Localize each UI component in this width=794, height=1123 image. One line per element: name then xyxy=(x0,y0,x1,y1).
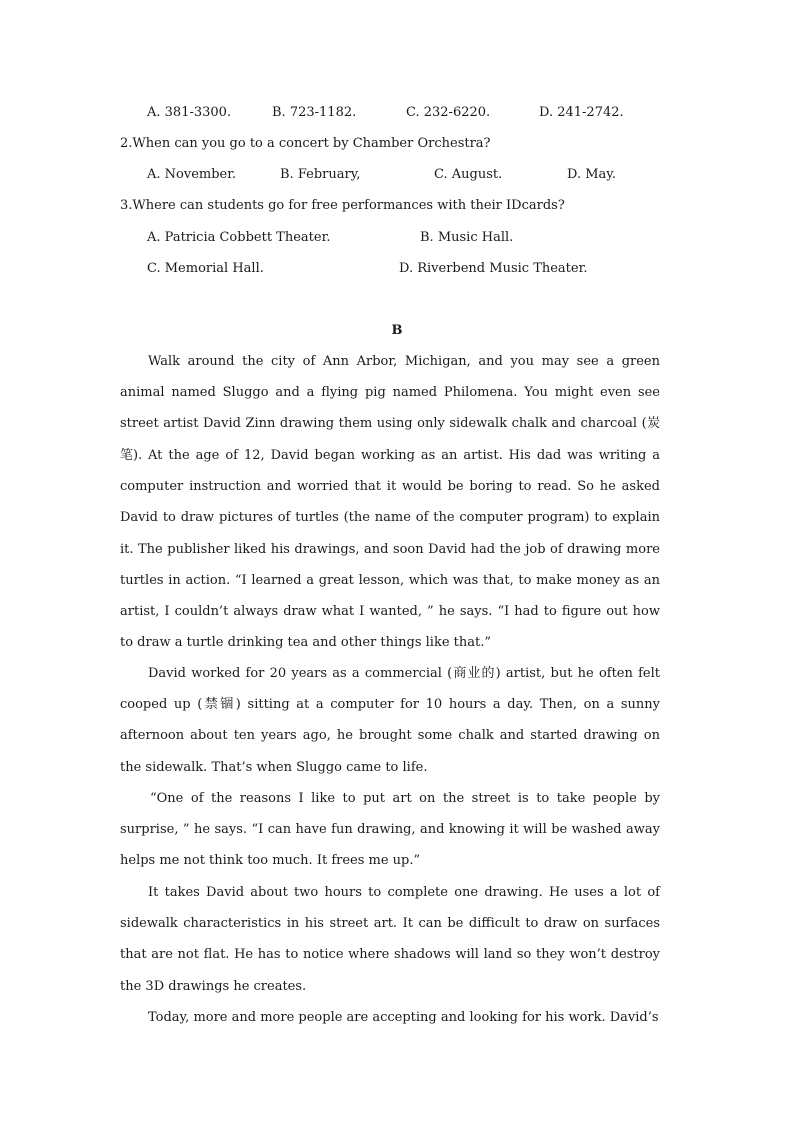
q3-option-c: C. Memorial Hall. xyxy=(147,261,264,276)
q2-option-b: B. February, xyxy=(280,167,361,182)
q2-stem: 2.When can you go to a concert by Chamber Orchestra? xyxy=(120,136,491,151)
q1-option-a: A. 381-3300. xyxy=(147,105,232,120)
q3-option-b: B. Music Hall. xyxy=(420,230,514,245)
q3-option-d: D. Riverbend Music Theater. xyxy=(399,261,588,276)
q1-option-c: C. 232-6220. xyxy=(406,105,491,120)
section-title: B xyxy=(391,323,403,338)
paragraph-1: Walk around the city of Ann Arbor, Michigan, and you may see a green animal named Sluggo and a flying pig named Philomena. You might even see street artist David Zinn drawing them using only sidewalk chalk and charcoal (炭笔). xyxy=(120,354,660,463)
q2-option-a: A. November. xyxy=(147,167,237,182)
q3-option-a: A. Patricia Cobbett Theater. xyxy=(147,230,331,245)
paragraph-6: Today, more and more people are accepting and looking for his work. David’s xyxy=(148,1010,659,1025)
q1-option-d: D. 241-2742. xyxy=(539,105,624,120)
paragraph-2: At the age of 12, David began working as an artist. His dad was writing a computer instruction and worried that it would be boring to read. So he asked David to draw pictures of turtles (the name of the computer program) to explain it. The publisher liked his drawings, and soon David had the job of drawing more turtles in action. “I learned a great lesson, which was that, to make money as an artist, I couldn’t always draw what I wanted, ” he says. “I had to figure out how to draw a turtle drinking tea and other things like that.” xyxy=(120,448,660,651)
paragraph-4: “One of the reasons I like to put art on the street is to take people by surprise, ” he says. “I can have fun drawing, and knowing it will be washed away helps me not think too much. It frees me up.” xyxy=(120,791,660,869)
q1-option-b: B. 723-1182. xyxy=(272,105,357,120)
paragraph-3: David worked for 20 years as a commercial (商业的) artist, but he often felt cooped up (禁锢) sitting at a computer for 10 hours a day. Then, on a sunny afternoon about ten years ago, he brought some chalk and started drawing on the sidewalk. That’s when Sluggo came to life. xyxy=(120,666,660,775)
paragraph-5: It takes David about two hours to complete one drawing. He uses a lot of sidewalk characteristics in his street art. It can be difficult to draw on surfaces that are not flat. He has to notice where shadows will land so they won’t destroy the 3D drawings he creates. xyxy=(120,885,660,994)
q3-stem: 3.Where can students go for free performances with their IDcards? xyxy=(120,198,565,213)
q2-option-d: D. May. xyxy=(567,167,617,182)
q2-option-c: C. August. xyxy=(434,167,503,182)
